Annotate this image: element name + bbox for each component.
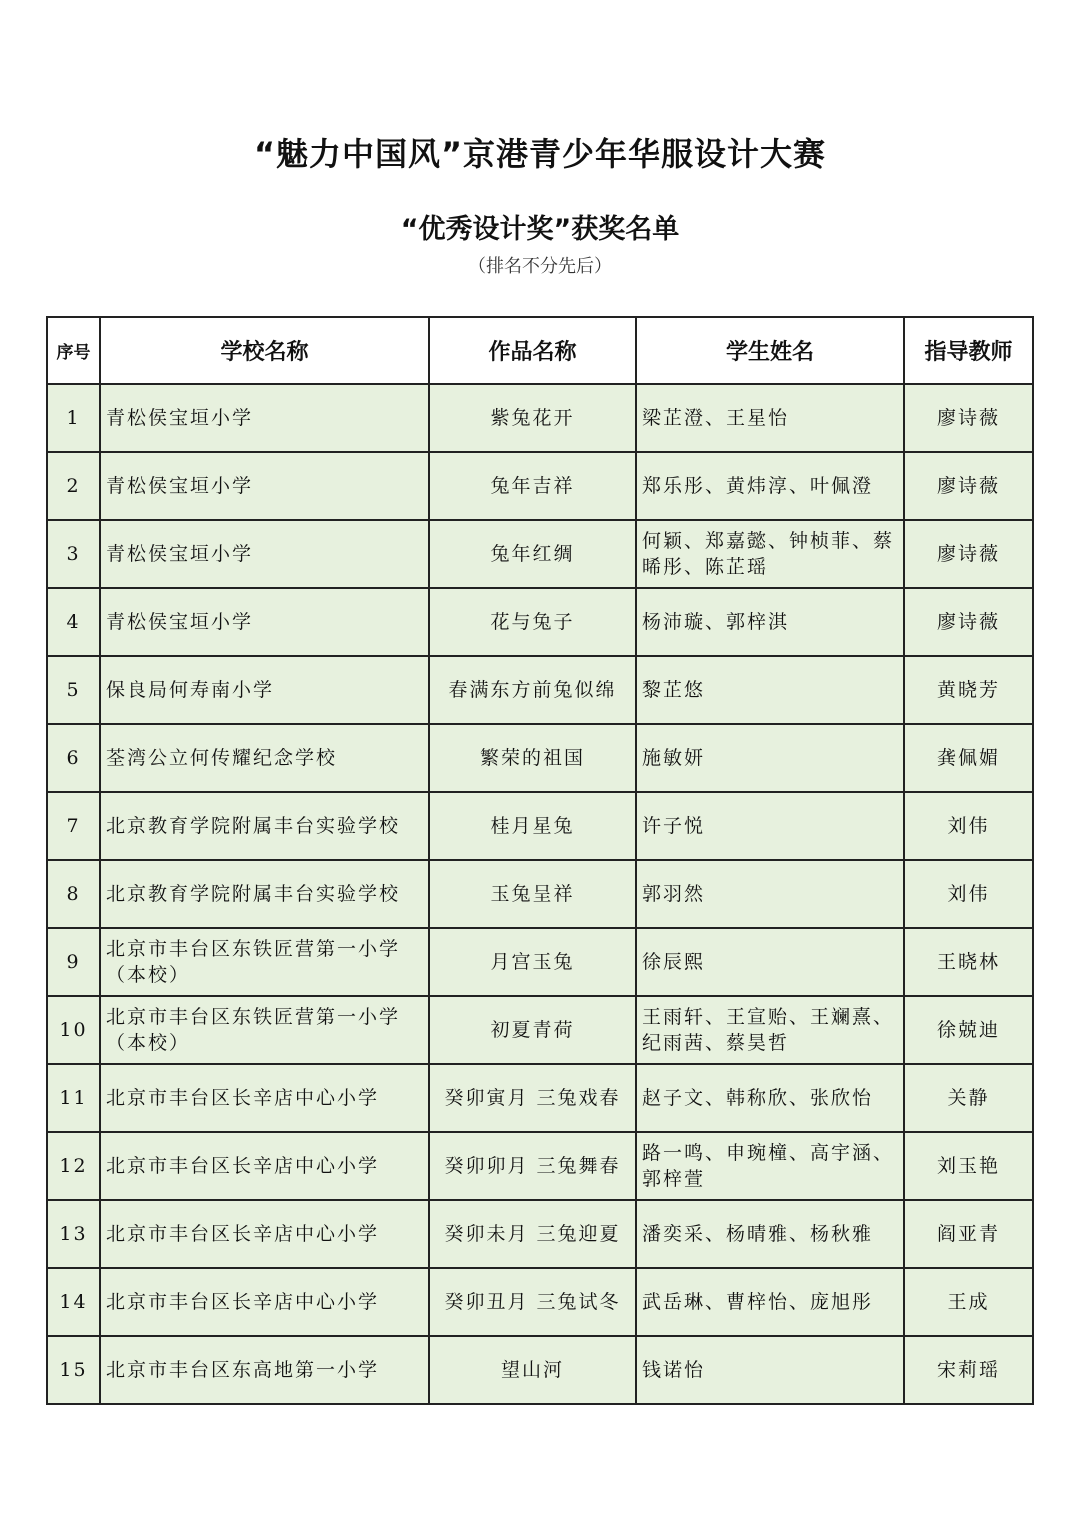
cell-work: 兔年红绸 — [429, 520, 636, 588]
cell-work: 癸卯未月 三兔迎夏 — [429, 1200, 636, 1268]
cell-students: 梁芷澄、王星怡 — [636, 384, 904, 452]
page-subtitle: “优秀设计奖”获奖名单 — [400, 214, 680, 245]
ranking-note: （排名不分先后） — [468, 256, 612, 277]
cell-work: 月宫玉兔 — [429, 928, 636, 996]
award-table — [46, 316, 1034, 1405]
cell-students: 郑乐彤、黄炜淳、叶佩澄 — [636, 452, 904, 520]
cell-students: 潘奕采、杨晴雅、杨秋雅 — [636, 1200, 904, 1268]
cell-students: 钱诺怡 — [636, 1336, 904, 1404]
cell-teacher: 阎亚青 — [904, 1200, 1033, 1268]
cell-students: 施敏妍 — [636, 724, 904, 792]
cell-work: 兔年吉祥 — [429, 452, 636, 520]
table-row — [47, 860, 1033, 928]
cell-students: 杨沛璇、郭梓淇 — [636, 588, 904, 656]
cell-work: 桂月星兔 — [429, 792, 636, 860]
table-header-row — [47, 317, 1033, 384]
cell-school: 青松侯宝垣小学 — [100, 384, 429, 452]
table-row — [47, 996, 1033, 1064]
table-row — [47, 928, 1033, 996]
cell-school: 青松侯宝垣小学 — [100, 520, 429, 588]
table-row — [47, 1064, 1033, 1132]
table-row — [47, 1336, 1033, 1404]
header-school: 学校名称 — [100, 317, 429, 384]
cell-teacher: 黄晓芳 — [904, 656, 1033, 724]
table-row — [47, 588, 1033, 656]
table-row — [47, 656, 1033, 724]
cell-teacher: 廖诗薇 — [904, 588, 1033, 656]
cell-students: 徐辰熙 — [636, 928, 904, 996]
table-row — [47, 792, 1033, 860]
cell-work: 春满东方前兔似绵 — [429, 656, 636, 724]
cell-work: 玉兔呈祥 — [429, 860, 636, 928]
cell-work: 初夏青荷 — [429, 996, 636, 1064]
cell-no: 5 — [47, 656, 100, 724]
cell-no: 9 — [47, 928, 100, 996]
cell-students: 武岳琳、曹梓怡、庞旭彤 — [636, 1268, 904, 1336]
cell-school: 北京教育学院附属丰台实验学校 — [100, 792, 429, 860]
cell-no: 4 — [47, 588, 100, 656]
cell-students: 许子悦 — [636, 792, 904, 860]
cell-no: 1 — [47, 384, 100, 452]
cell-no: 13 — [47, 1200, 100, 1268]
cell-work: 紫兔花开 — [429, 384, 636, 452]
table-row — [47, 452, 1033, 520]
cell-students: 路一鸣、申琬橦、高宇涵、郭梓萱 — [636, 1132, 904, 1200]
cell-school: 北京教育学院附属丰台实验学校 — [100, 860, 429, 928]
cell-school: 北京市丰台区东铁匠营第一小学（本校） — [100, 928, 429, 996]
cell-teacher: 徐兢迪 — [904, 996, 1033, 1064]
cell-no: 15 — [47, 1336, 100, 1404]
cell-school: 北京市丰台区东高地第一小学 — [100, 1336, 429, 1404]
header-work: 作品名称 — [429, 317, 636, 384]
cell-teacher: 刘玉艳 — [904, 1132, 1033, 1200]
cell-school: 保良局何寿南小学 — [100, 656, 429, 724]
cell-no: 2 — [47, 452, 100, 520]
page-title: “魅力中国风”京港青少年华服设计大赛 — [253, 135, 827, 173]
header-teacher: 指导教师 — [904, 317, 1033, 384]
cell-school: 青松侯宝垣小学 — [100, 452, 429, 520]
cell-teacher: 廖诗薇 — [904, 520, 1033, 588]
cell-work: 望山河 — [429, 1336, 636, 1404]
cell-students: 何颖、郑嘉懿、钟桢菲、蔡晞彤、陈芷瑶 — [636, 520, 904, 588]
cell-school: 北京市丰台区长辛店中心小学 — [100, 1064, 429, 1132]
cell-no: 3 — [47, 520, 100, 588]
header-students: 学生姓名 — [636, 317, 904, 384]
cell-school: 北京市丰台区长辛店中心小学 — [100, 1268, 429, 1336]
cell-teacher: 宋莉瑶 — [904, 1336, 1033, 1404]
cell-teacher: 廖诗薇 — [904, 384, 1033, 452]
cell-school: 北京市丰台区东铁匠营第一小学（本校） — [100, 996, 429, 1064]
cell-no: 8 — [47, 860, 100, 928]
table-row — [47, 1200, 1033, 1268]
table-header — [47, 317, 1033, 384]
cell-teacher: 刘伟 — [904, 860, 1033, 928]
cell-teacher: 王成 — [904, 1268, 1033, 1336]
cell-work: 花与兔子 — [429, 588, 636, 656]
cell-no: 11 — [47, 1064, 100, 1132]
cell-school: 荃湾公立何传耀纪念学校 — [100, 724, 429, 792]
cell-school: 北京市丰台区长辛店中心小学 — [100, 1200, 429, 1268]
cell-teacher: 龚佩媚 — [904, 724, 1033, 792]
cell-students: 郭羽然 — [636, 860, 904, 928]
table-row — [47, 1132, 1033, 1200]
cell-teacher: 刘伟 — [904, 792, 1033, 860]
cell-school: 青松侯宝垣小学 — [100, 588, 429, 656]
cell-students: 王雨轩、王宣贻、王斓熹、纪雨茜、蔡昊哲 — [636, 996, 904, 1064]
table-row — [47, 384, 1033, 452]
cell-school: 北京市丰台区长辛店中心小学 — [100, 1132, 429, 1200]
table-row — [47, 520, 1033, 588]
cell-teacher: 关静 — [904, 1064, 1033, 1132]
cell-teacher: 廖诗薇 — [904, 452, 1033, 520]
cell-work: 癸卯寅月 三兔戏春 — [429, 1064, 636, 1132]
table-body — [47, 384, 1033, 1404]
cell-work: 癸卯卯月 三兔舞春 — [429, 1132, 636, 1200]
cell-work: 癸卯丑月 三兔试冬 — [429, 1268, 636, 1336]
header-no: 序号 — [47, 317, 100, 384]
cell-no: 6 — [47, 724, 100, 792]
table-row — [47, 724, 1033, 792]
cell-no: 12 — [47, 1132, 100, 1200]
table-row — [47, 1268, 1033, 1336]
cell-no: 14 — [47, 1268, 100, 1336]
cell-students: 黎芷悠 — [636, 656, 904, 724]
cell-work: 繁荣的祖国 — [429, 724, 636, 792]
cell-teacher: 王晓林 — [904, 928, 1033, 996]
cell-no: 7 — [47, 792, 100, 860]
cell-students: 赵子文、韩称欣、张欣怡 — [636, 1064, 904, 1132]
cell-no: 10 — [47, 996, 100, 1064]
